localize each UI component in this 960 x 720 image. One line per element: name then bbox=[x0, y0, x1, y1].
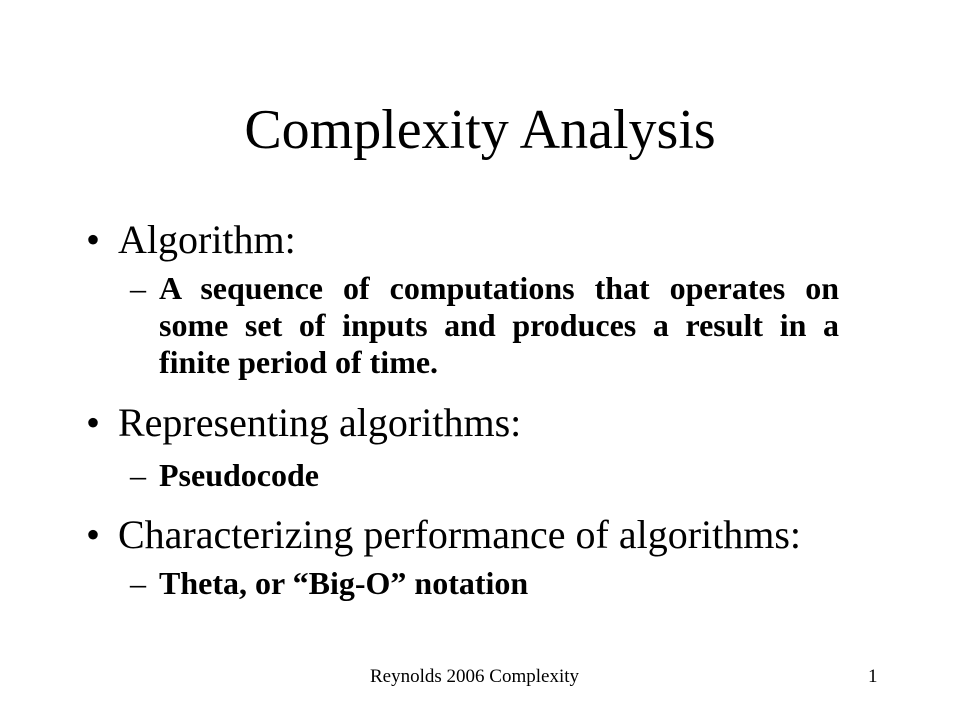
bullet-marker: • bbox=[86, 512, 101, 557]
bullet-text: Characterizing performance of algorithms: bbox=[118, 512, 802, 557]
dash-marker: – bbox=[130, 565, 146, 601]
sub-bullet-text: Theta, or “Big-O” notation bbox=[159, 565, 529, 601]
bullet-marker: • bbox=[86, 400, 101, 445]
footer-text: Reynolds 2006 Complexity bbox=[370, 666, 579, 687]
bullet-text: Algorithm: bbox=[118, 217, 296, 262]
dash-marker: – bbox=[130, 270, 146, 306]
bullet-marker: • bbox=[86, 217, 101, 262]
slide-title: Complexity Analysis bbox=[244, 99, 716, 161]
bullet-text: Representing algorithms: bbox=[118, 400, 522, 445]
page-number: 1 bbox=[868, 666, 878, 687]
dash-marker: – bbox=[130, 457, 146, 493]
sub-bullet-text: Pseudocode bbox=[159, 457, 319, 493]
sub-bullet-text: A sequence of computations that operates on some set of inputs and produces a result in a finite period of time. bbox=[159, 270, 839, 380]
